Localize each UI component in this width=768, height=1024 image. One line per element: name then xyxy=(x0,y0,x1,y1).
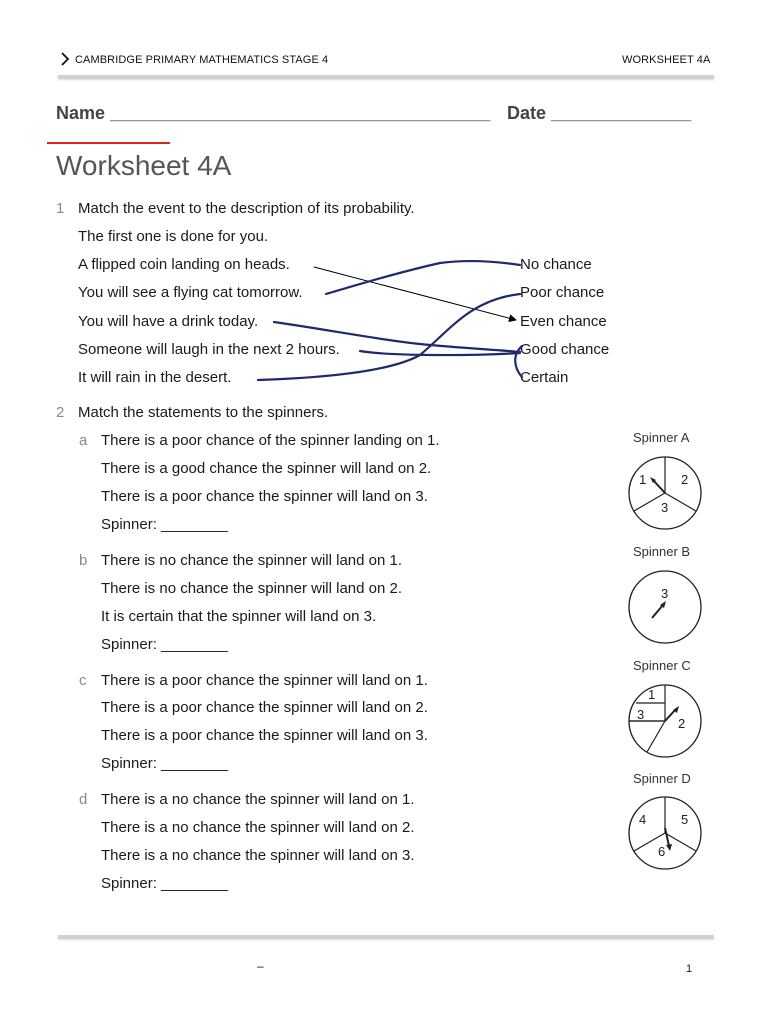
spinner-number: 3 xyxy=(637,707,645,722)
q2-instruction: Match the statements to the spinners. xyxy=(78,404,329,421)
statement: There is a no chance the spinner will land on 3. xyxy=(101,847,415,864)
event-item: It will rain in the desert. xyxy=(78,369,232,386)
handwritten-line xyxy=(258,294,520,380)
header-worksheet: WORKSHEET 4A xyxy=(622,54,711,66)
spinner-number: 2 xyxy=(681,472,689,487)
description-item: Good chance xyxy=(520,341,610,358)
header-series: CAMBRIDGE PRIMARY MATHEMATICS STAGE 4 xyxy=(75,54,329,66)
event-item: You will see a flying cat tomorrow. xyxy=(78,284,303,301)
statement: There is a poor chance the spinner will land on 2. xyxy=(101,699,428,716)
event-item: You will have a drink today. xyxy=(78,313,259,330)
spinner-answer-field[interactable]: Spinner: ________ xyxy=(101,516,228,533)
part-letter: c xyxy=(79,672,87,689)
q1-instruction: Match the event to the description of its probability. xyxy=(78,200,415,217)
part-letter: d xyxy=(79,791,88,808)
spinner-label: Spinner B xyxy=(633,544,691,559)
description-item: Certain xyxy=(520,369,569,386)
statement: There is a poor chance of the spinner landing on 1. xyxy=(101,432,440,449)
description-item: No chance xyxy=(520,256,592,273)
spinner-number: 1 xyxy=(639,472,647,487)
statement: There is a good chance the spinner will land on 2. xyxy=(101,460,432,477)
spinner-number: 2 xyxy=(678,716,686,731)
spinner-label: Spinner C xyxy=(633,658,691,673)
spinner-d xyxy=(626,794,704,872)
spinner-number: 3 xyxy=(661,500,669,515)
spinner-answer-field[interactable]: Spinner: ________ xyxy=(101,875,228,892)
statement: There is no chance the spinner will land on 1. xyxy=(101,552,403,569)
question-number: 1 xyxy=(56,200,65,217)
question-number: 2 xyxy=(56,404,65,421)
event-item: Someone will laugh in the next 2 hours. xyxy=(78,341,340,358)
name-field[interactable]: Name ______________________________________ xyxy=(56,103,491,123)
spinner-c xyxy=(626,682,704,760)
spinner-b xyxy=(626,568,704,646)
spinner-label: Spinner A xyxy=(633,430,690,445)
spinner-label: Spinner D xyxy=(633,771,691,786)
handwritten-line xyxy=(274,322,520,352)
example-arrow xyxy=(314,267,516,320)
spinner-answer-field[interactable]: Spinner: ________ xyxy=(101,636,228,653)
date-field[interactable]: Date ______________ xyxy=(507,103,692,123)
matching-lines xyxy=(0,0,768,420)
page-number: 1 xyxy=(686,963,693,975)
footer-rule xyxy=(58,935,714,939)
spinner-number: 6 xyxy=(658,844,666,859)
description-item: Even chance xyxy=(520,313,607,330)
statement: There is a poor chance the spinner will land on 3. xyxy=(101,488,428,505)
q1-note: The first one is done for you. xyxy=(78,228,269,245)
part-letter: a xyxy=(79,432,88,449)
spinner-number: 5 xyxy=(681,812,689,827)
statement: There is a no chance the spinner will land on 2. xyxy=(101,819,415,836)
statement: There is a poor chance the spinner will land on 1. xyxy=(101,672,428,689)
spinner-number: 4 xyxy=(639,812,647,827)
statement: There is a no chance the spinner will land on 1. xyxy=(101,791,415,808)
spinner-number: 1 xyxy=(648,687,656,702)
page-title: Worksheet 4A xyxy=(56,150,232,181)
statement: It is certain that the spinner will land on 3. xyxy=(101,608,377,625)
event-item: A flipped coin landing on heads. xyxy=(78,256,290,273)
spinner-a xyxy=(626,454,704,532)
footer-dash: – xyxy=(257,959,264,973)
statement: There is a poor chance the spinner will land on 3. xyxy=(101,727,428,744)
spinner-number: 3 xyxy=(661,586,669,601)
description-item: Poor chance xyxy=(520,284,605,301)
spinner-answer-field[interactable]: Spinner: ________ xyxy=(101,755,228,772)
statement: There is no chance the spinner will land on 2. xyxy=(101,580,403,597)
handwritten-line xyxy=(360,351,520,355)
part-letter: b xyxy=(79,552,88,569)
